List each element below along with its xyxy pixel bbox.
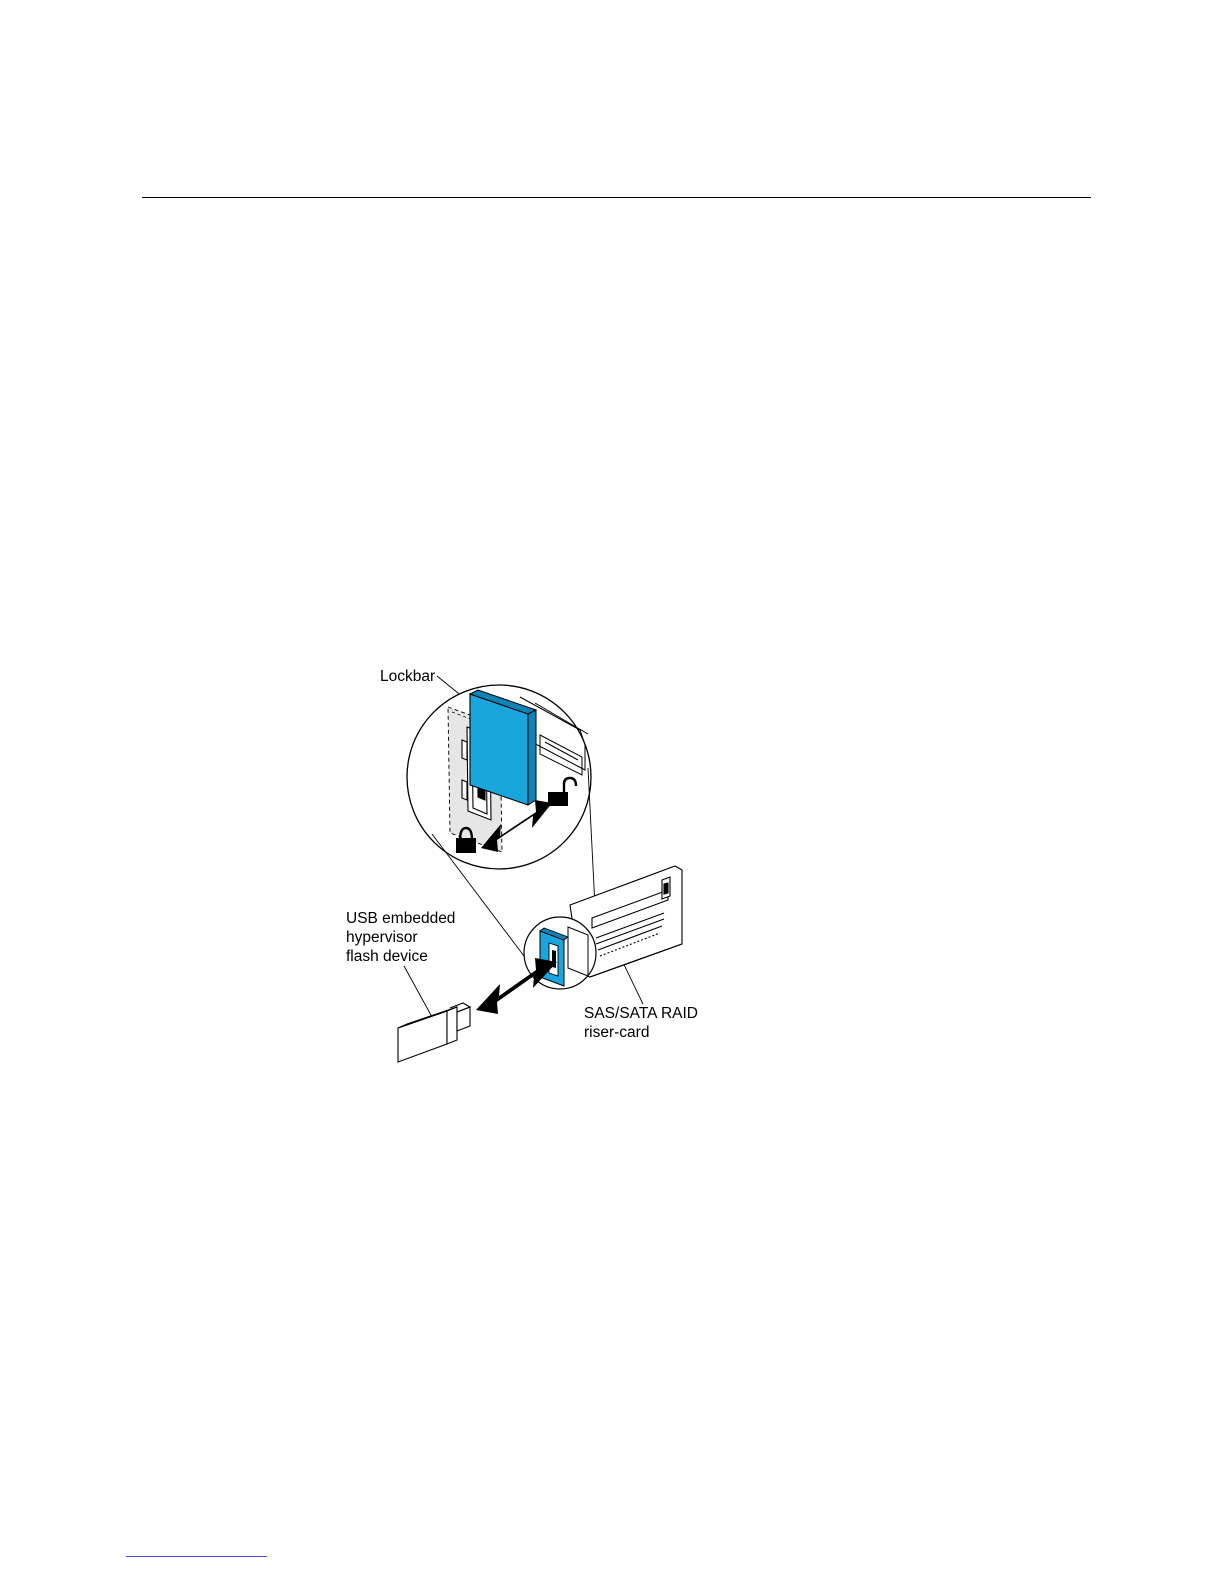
magnified-detail <box>407 685 591 869</box>
label-usb-line2: hypervisor <box>346 929 418 946</box>
lockbar <box>470 690 536 805</box>
label-usb-line3: flash device <box>346 948 428 965</box>
footer-link-rule <box>126 1556 267 1557</box>
usb-plug <box>457 1007 470 1031</box>
label-riser-line2: riser-card <box>584 1024 650 1041</box>
usb-flash-device <box>398 1003 470 1062</box>
usb-body-side <box>447 1007 457 1044</box>
leader-usb <box>404 966 432 1017</box>
label-usb-line1: USB embedded <box>346 910 456 927</box>
label-lockbar: Lockbar <box>380 668 436 685</box>
label-riser-line1: SAS/SATA RAID <box>584 1005 698 1022</box>
lockbar-side <box>528 710 536 805</box>
